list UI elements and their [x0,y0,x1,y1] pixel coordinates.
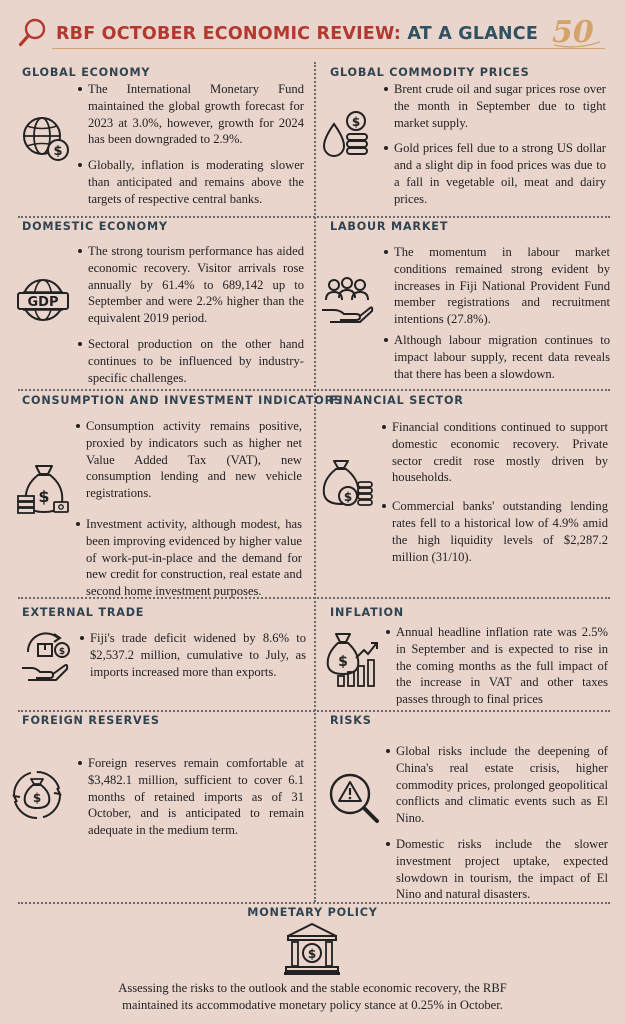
global-economy-bullets [78,81,304,217]
bullet-item: Investment activity, although modest, has been improving evidenced by higher value of work-put-in-place and the demand for new credit for construction, real estate and second home investment purposes. [76,516,302,600]
svg-text:$: $ [32,791,42,805]
bullet-item: Financial conditions continued to support domestic economic recovery. Private sector credit rose mostly driven by households. [382,419,608,486]
bullet-item: Consumption activity remains positive, proxied by indicators such as higher net Value Added Tax (VAT), new consumption lending and new vehicle registrations. [76,418,302,502]
bullet-item: Global risks include the deepening of China's real estate crisis, higher commodity prices, prolonged geopolitical conflicts and climatic events such as El Nino. [386,743,608,827]
monetary-policy-text: Assessing the risks to the outlook and the stable economic recovery, the RBF maintained its accommodative monetary policy stance at 0.25% in October. [118,981,507,1012]
bullet-item: Annual headline inflation rate was 2.5% in September and is expected to rise in the coming months as the full impact of the increase in VAT and other taxes passes through to final prices [386,624,608,708]
bullet-item: Gold prices fell due to a strong US dollar and a slight dip in food prices was due to a fall in vegetable oil, meat and dairy prices. [384,140,606,207]
header-rule [52,48,605,49]
svg-text:$: $ [307,947,317,961]
inflation-bullets [386,624,608,717]
bullet-item: The strong tourism performance has aided economic recovery. Visitor arrivals rose annually by 61.4% to 689,142 up to September and were 2.2% higher than the equivalent 2019 period. [78,243,304,327]
svg-text:$: $ [343,490,353,504]
risks-title: RISKS [330,714,372,727]
bullet-item: The momentum in labour market conditions remained strong evident by increases in Fiji National Provident Fund member registrations and recruitment intentions (27.8%). [384,244,610,328]
monetary-policy-title: MONETARY POLICY [247,906,378,919]
consumption-investment-bullets [76,418,302,609]
oil-drop-coins-icon [320,108,372,160]
page-title [56,24,538,44]
foreign-reserves-title: FOREIGN RESERVES [22,714,160,727]
header [0,0,625,56]
labour-market-title: LABOUR MARKET [330,220,449,233]
gdp-globe-icon [16,278,70,324]
money-bag-coins-icon [320,458,374,510]
bullet-item: Fiji's trade deficit widened by 8.6% to $2,537.2 million, cumulative to July, as imports increased more than exports. [80,630,306,680]
center-divider [314,62,316,902]
reserves-bag-icon [10,768,64,822]
bullet-item: Sectoral production on the other hand continues to be influenced by industry-specific challenges. [78,336,304,386]
domestic-economy-bullets [78,243,304,395]
bank-building-icon [284,922,340,976]
financial-sector-bullets [382,419,608,574]
bullet-item: Globally, inflation is moderating slower than anticipated and remains above the targets of respective central banks. [78,157,304,207]
svg-text:$: $ [53,144,63,159]
page-title-accent: AT A GLANCE [407,24,538,44]
svg-text:$: $ [58,647,66,657]
svg-text:$: $ [338,654,348,670]
external-trade-title: EXTERNAL TRADE [22,606,145,619]
global-economy-title: GLOBAL ECONOMY [22,66,151,79]
foreign-reserves-bullets [78,755,304,848]
bullet-item: Although labour migration continues to impact labour supply, recent data reveals that there has been a slowdown. [384,332,610,382]
people-hand-icon [320,276,374,324]
external-trade-bullets [80,630,306,689]
money-bag-chart-icon [326,632,380,688]
labour-market-bullets [384,244,610,391]
rbf-50-logo [548,12,604,48]
svg-text:$: $ [351,115,361,129]
bullet-item: Foreign reserves remain comfortable at $3,482.1 million, sufficient to cover 6.1 months of retained imports as of 31 October, and is anticipated to remain adequate in the medium term. [78,755,304,839]
gdp-label: GDP [27,295,59,310]
svg-text:$: $ [38,487,50,506]
bullet-item: Domestic risks include the slower investment project uptake, expected slowdown in tourism, the impact of El Nino and natural disasters. [386,836,608,903]
risks-bullets [386,743,608,912]
bullet-item: The International Monetary Fund maintained the global growth forecast for 2023 at 3.0%, however, growth for 2024 has been downgraded to 2.9%. [78,81,304,148]
page-title-main: RBF OCTOBER ECONOMIC REVIEW: [56,24,402,44]
inflation-title: INFLATION [330,606,404,619]
global-commodity-title: GLOBAL COMMODITY PRICES [330,66,530,79]
consumption-investment-title: CONSUMPTION AND INVESTMENT INDICATORS [22,394,343,407]
globe-coin-icon [18,112,72,164]
trade-hand-cycle-icon [18,630,72,684]
bullet-item: Commercial banks' outstanding lending rates fell to a historical low of 4.9% amid the high liquidity levels of $2,287.2 million (31/10). [382,498,608,565]
magnifier-warning-icon [326,770,382,826]
bullet-item: Brent crude oil and sugar prices rose over the month in September due to tight market supply. [384,81,606,131]
logo-text: 50 [552,15,594,48]
domestic-economy-title: DOMESTIC ECONOMY [22,220,168,233]
financial-sector-title: FINANCIAL SECTOR [330,394,464,407]
money-bag-cash-icon [16,462,70,516]
magnifier-icon [18,18,48,52]
global-commodity-bullets [384,81,606,217]
